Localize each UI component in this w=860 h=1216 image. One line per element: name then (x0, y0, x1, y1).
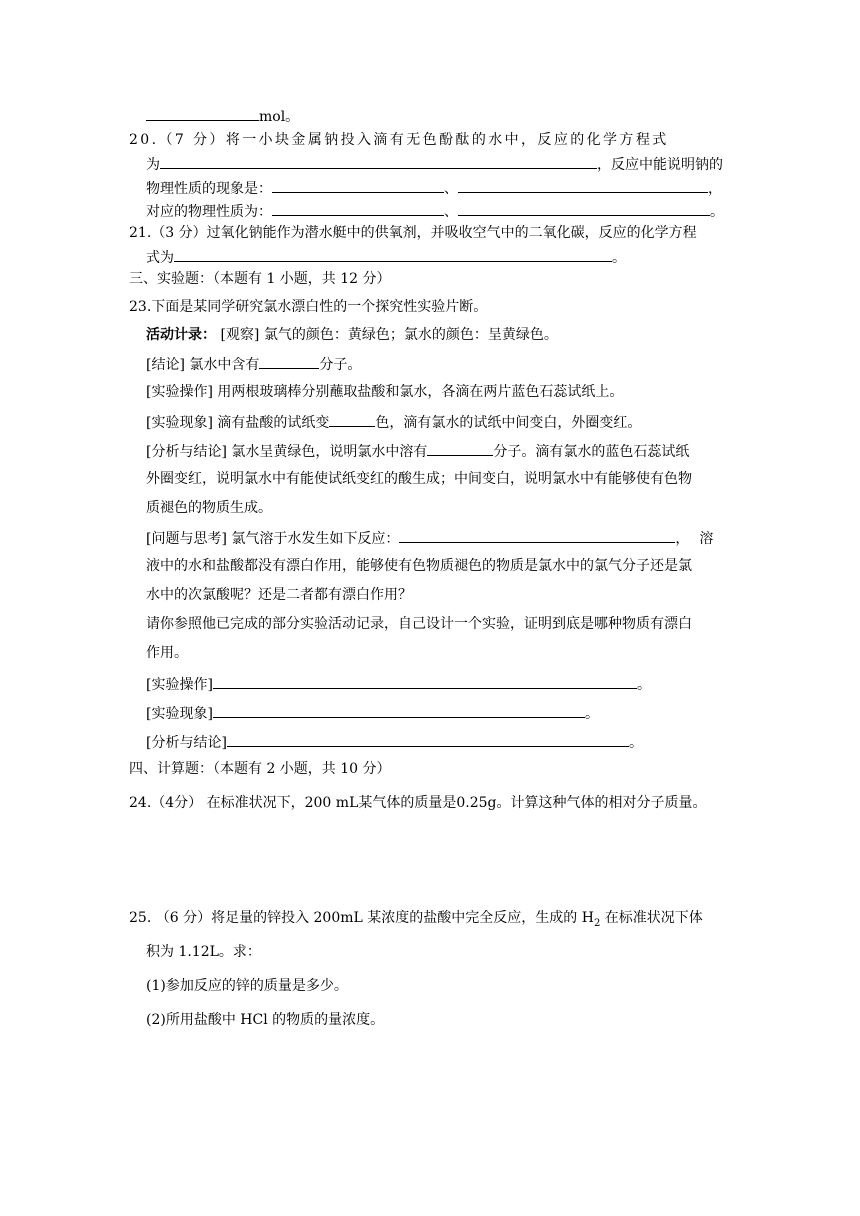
section-4-heading: 四、计算题：（本题有 2 小题，共 10 分） (129, 761, 391, 777)
q23-design-operation: [实验操作] 。 (146, 673, 651, 695)
answer-blank[interactable] (399, 527, 675, 543)
q23-phenomenon: [实验现象] 滴有盐酸的试纸变 色，滴有氯水的试纸中间变白，外圈变红。 (146, 411, 641, 433)
q23-design-phenomenon: [实验现象] 。 (146, 702, 599, 724)
q23-operation: [实验操作] 用两根玻璃棒分别蘸取盐酸和氯水，各滴在两片蓝色石蕊试纸上。 (146, 384, 624, 400)
q20-line4: 对应的物理性质为： 、 。 (146, 200, 724, 222)
q23-intro: 23.下面是某同学研究氯水漂白性的一个探究性实验片断。 (129, 299, 488, 315)
q25-part2: (2)所用盐酸中 HCl 的物质的量浓度。 (146, 1012, 385, 1028)
q25-part1: (1)参加反应的锌的质量是多少。 (146, 978, 348, 994)
q23-question-line2: 液中的水和盐酸都没有漂白作用，能够使有色物质褪色的物质是氯水中的氯气分子还是氯 (146, 558, 692, 574)
answer-blank[interactable] (213, 673, 637, 689)
q23-design-line2: 作用。 (146, 645, 188, 661)
q23-analysis-line1: [分析与结论] 氯水呈黄绿色，说明氯水中溶有 分子。滴有氯水的蓝色石蕊试纸 (146, 440, 689, 462)
answer-blank[interactable] (272, 200, 444, 216)
section-3-heading: 三、实验题：（本题有 1 小题，共 12 分） (129, 271, 391, 287)
answer-blank[interactable] (160, 153, 597, 169)
q21-line1: 21.（3 分）过氧化钠能作为潜水艇中的供氧剂，并吸收空气中的二氧化碳，反应的化学方程 (129, 225, 697, 241)
q20-line2: 为 ，反应中能说明钠的 (146, 153, 723, 175)
q21-line2: 式为 。 (146, 246, 626, 268)
q25-line1: 25. （6 分）将足量的锌投入 200mL 某浓度的盐酸中完全反应，生成的 $H_2$ 在标准状况下体 (129, 910, 703, 929)
answer-blank[interactable] (458, 177, 708, 193)
answer-blank[interactable] (227, 731, 629, 747)
q23-question-line3: 水中的次氯酸呢？还是二者都有漂白作用？ (146, 587, 412, 603)
answer-blank[interactable] (259, 353, 319, 369)
q23-conclusion: [结论] 氯水中含有 分子。 (146, 353, 361, 375)
q19-tail: mol。 (146, 105, 299, 127)
answer-blank[interactable] (146, 105, 259, 121)
q23-question-line1: [问题与思考] 氯气溶于水发生如下反应： ，溶 (146, 527, 723, 549)
q23-design-analysis: [分析与结论] 。 (146, 731, 643, 753)
q20-line1: 20.（7 分）将一小块金属钠投入滴有无色酚酞的水中，反应的化学方程式 (129, 132, 669, 148)
q23-observe: 活动计录： [观察] 氯气的颜色：黄绿色；氯水的颜色：呈黄绿色。 (146, 327, 558, 343)
q23-analysis-line2: 外圈变红，说明氯水中有能使试纸变红的酸生成；中间变白，说明氯水中有能够使有色物 (146, 471, 692, 487)
answer-blank[interactable] (458, 200, 710, 216)
answer-blank[interactable] (427, 440, 493, 456)
answer-blank[interactable] (213, 702, 585, 718)
q23-design-line1: 请你参照他已完成的部分实验活动记录，自己设计一个实验，证明到底是哪种物质有漂白 (146, 616, 692, 632)
answer-blank[interactable] (272, 177, 444, 193)
q24: 24.（4分） 在标准状况下，200 mL某气体的质量是0.25g。计算这种气体的相对分子质量。 (129, 795, 707, 811)
q20-line3: 物理性质的现象是： 、 ， (146, 177, 722, 199)
answer-blank[interactable] (329, 411, 375, 427)
q25-line2: 积为 1.12L。求： (146, 944, 261, 960)
q23-analysis-line3: 质褪色的物质生成。 (146, 500, 272, 516)
answer-blank[interactable] (174, 246, 612, 262)
